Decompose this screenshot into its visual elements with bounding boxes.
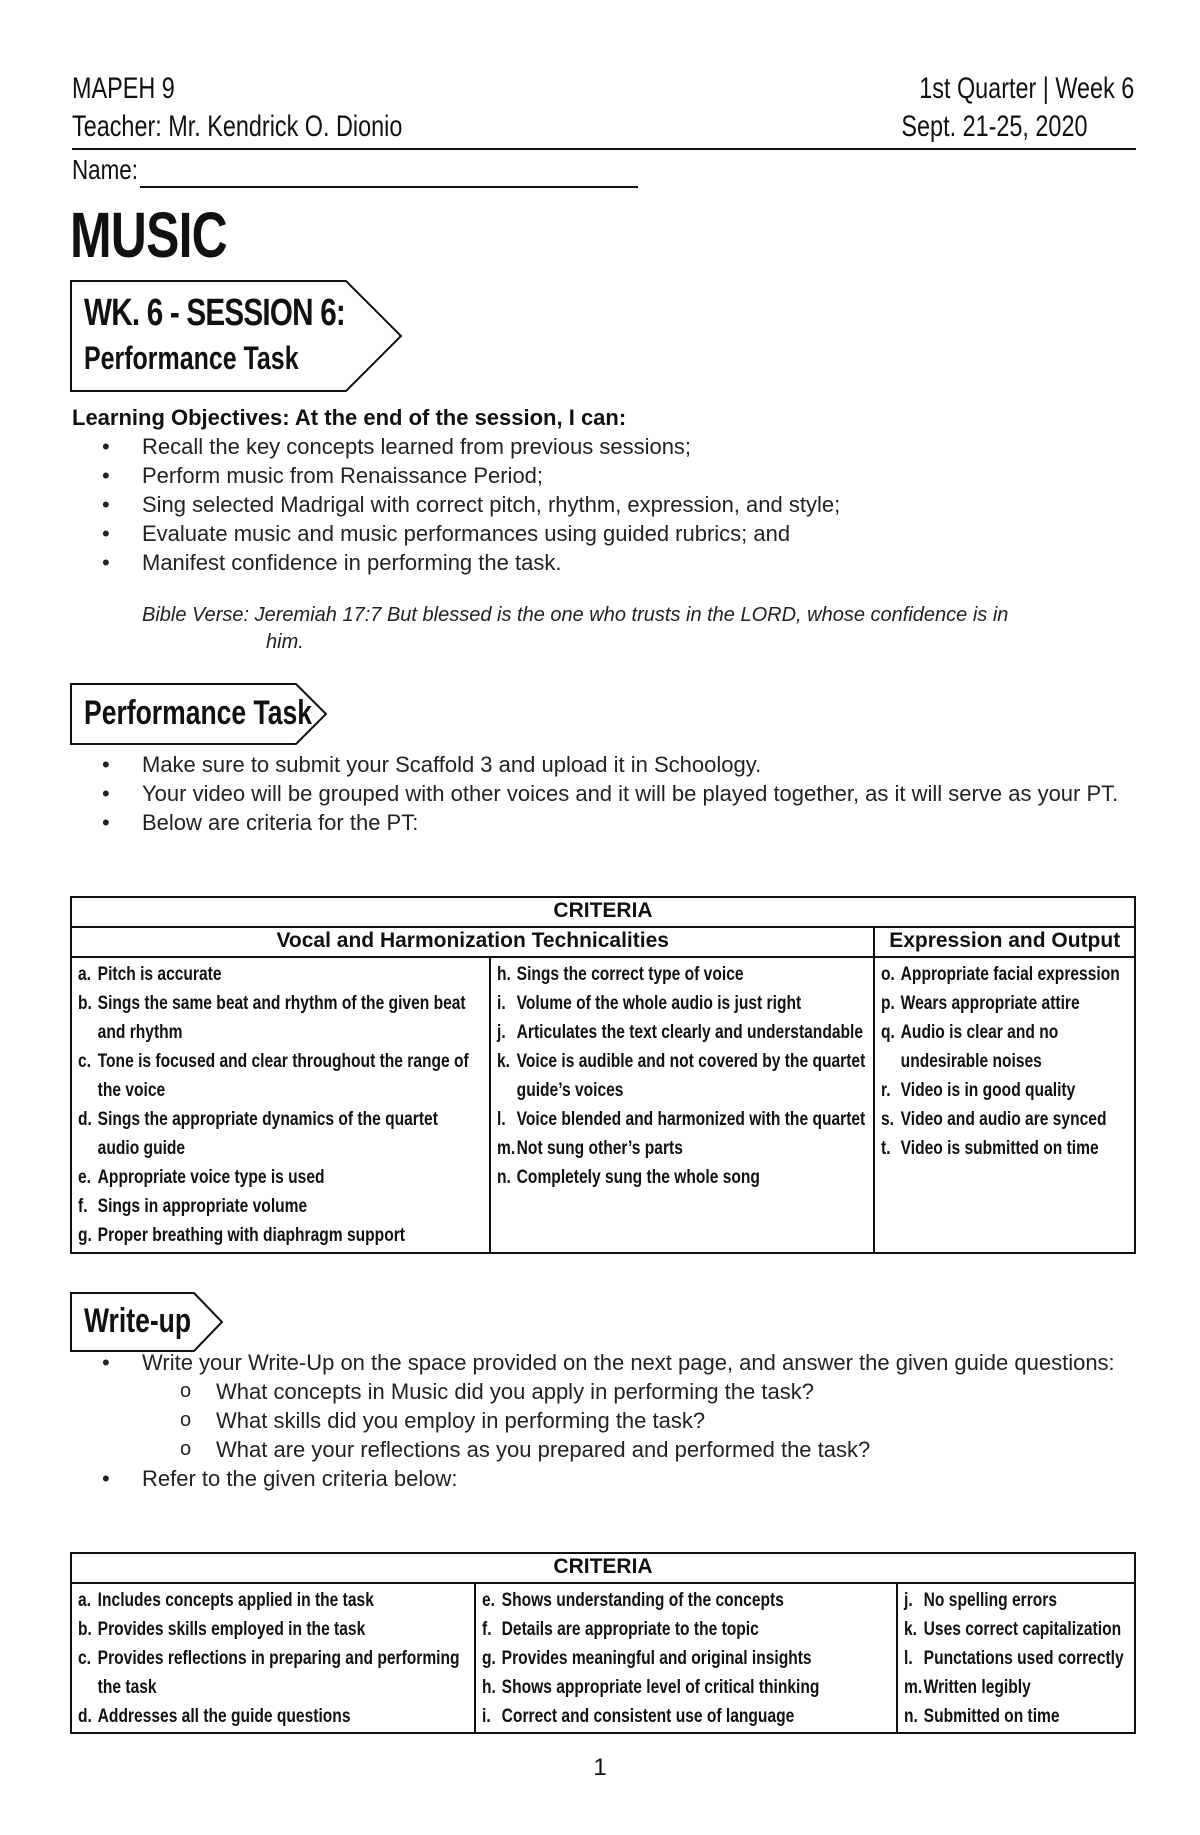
header-divider <box>72 148 1136 150</box>
page-title: MUSIC <box>70 199 227 271</box>
list-item: • Make sure to submit your Scaffold 3 and upload it in Schoology. <box>72 750 1142 779</box>
criteria-item: i. Volume of the whole audio is just right <box>497 993 802 1014</box>
pt-criteria-table <box>70 896 1136 1254</box>
pt-col-3 <box>874 957 1135 1253</box>
criteria-item: m. Written legibly <box>904 1677 1031 1698</box>
criteria-item: c. Tone is focused and clear throughout the range of the voice <box>78 1051 469 1101</box>
criteria-item: a. Includes concepts applied in the task <box>78 1590 374 1611</box>
criteria-item: p. Wears appropriate attire <box>881 993 1081 1014</box>
criteria-item: g. Proper breathing with diaphragm support <box>78 1225 405 1246</box>
list-item: • Evaluate music and music performances using guided rubrics; and <box>72 519 1132 548</box>
criteria-item: d. Addresses all the guide questions <box>78 1706 351 1727</box>
name-field[interactable] <box>140 186 638 188</box>
criteria-item: n. Completely sung the whole song <box>497 1167 761 1188</box>
objectives-list <box>72 432 1132 577</box>
wu-col-1 <box>71 1583 475 1733</box>
quarter-week-label: 1st Quarter | Week 6 <box>919 72 1135 105</box>
page-number: 1 <box>593 1754 607 1781</box>
bible-verse-line2: him. <box>266 631 304 653</box>
list-item: • Your video will be grouped with other voices and it will be played together, as it will serve as your PT. <box>72 779 1142 808</box>
bible-verse-line1: Bible Verse: Jeremiah 17:7 But blessed is the one who trusts in the LORD, whose confidence is in <box>142 604 1009 626</box>
criteria-item: r. Video is in good quality <box>881 1080 1076 1101</box>
pt-col-2 <box>490 957 874 1253</box>
write-up-list <box>72 1348 1142 1493</box>
criteria-item: b. Sings the same beat and rhythm of the given beat and rhythm <box>78 993 466 1043</box>
list-item: • Write your Write-Up on the space provided on the next page, and answer the given guide questions: o What concepts in Music did you apply in performing the task? o What skills did you employ in performing the task? o What are your reflections as you prepared and performed the task? <box>72 1348 1142 1464</box>
criteria-item: k. Uses correct capitalization <box>904 1619 1122 1640</box>
header-row-2 <box>72 108 1134 146</box>
criteria-item: j. No spelling errors <box>904 1590 1058 1611</box>
session-tag-line1: WK. 6 - SESSION 6: <box>84 292 346 334</box>
pt-col-head-expression: Expression and Output <box>874 927 1135 957</box>
criteria-item: q. Audio is clear and no undesirable noises <box>881 1022 1059 1072</box>
subject-label: MAPEH 9 <box>72 72 175 105</box>
criteria-item: f. Details are appropriate to the topic <box>482 1619 759 1640</box>
performance-task-instructions <box>72 750 1142 837</box>
criteria-item: l. Punctations used correctly <box>904 1648 1124 1669</box>
list-item: • Manifest confidence in performing the task. <box>72 548 1132 577</box>
dates-label: Sept. 21-25, 2020 <box>901 110 1088 143</box>
objectives-heading: Learning Objectives: At the end of the session, I can: <box>72 405 627 430</box>
criteria-item: s. Video and audio are synced <box>881 1109 1107 1130</box>
criteria-item: i. Correct and consistent use of language <box>482 1706 795 1727</box>
list-item: o What are your reflections as you prepared and performed the task? <box>72 1435 1142 1464</box>
pt-col-head-vocal: Vocal and Harmonization Technicalities <box>71 927 874 957</box>
criteria-item: e. Shows understanding of the concepts <box>482 1590 784 1611</box>
list-item: o What concepts in Music did you apply in performing the task? <box>72 1377 1142 1406</box>
list-item: • Sing selected Madrigal with correct pitch, rhythm, expression, and style; <box>72 490 1132 519</box>
criteria-item: t. Video is submitted on time <box>881 1138 1100 1159</box>
pt-criteria-title: CRITERIA <box>71 897 1135 927</box>
performance-task-tag <box>70 683 328 745</box>
criteria-item: k. Voice is audible and not covered by the quartet guide’s voices <box>497 1051 866 1101</box>
header-row-1 <box>72 70 1134 108</box>
list-item: • Refer to the given criteria below: <box>72 1464 1142 1493</box>
criteria-item: d. Sings the appropriate dynamics of the quartet audio guide <box>78 1109 438 1159</box>
write-up-tag <box>70 1292 224 1352</box>
session-tag-line2: Performance Task <box>84 340 299 376</box>
name-row <box>72 152 154 188</box>
page-header <box>72 70 1136 146</box>
criteria-item: g. Provides meaningful and original insights <box>482 1648 812 1669</box>
list-item: • Below are criteria for the PT: <box>72 808 1142 837</box>
teacher-label: Teacher: Mr. Kendrick O. Dionio <box>72 110 403 143</box>
criteria-item: h. Sings the correct type of voice <box>497 964 744 985</box>
criteria-item: c. Provides reflections in preparing and performing the task <box>78 1648 460 1698</box>
wu-criteria-table <box>70 1552 1136 1734</box>
name-label: Name: <box>72 154 138 185</box>
criteria-item: j. Articulates the text clearly and understandable <box>497 1022 864 1043</box>
performance-task-tag-label: Performance Task <box>84 694 312 732</box>
criteria-item: o. Appropriate facial expression <box>881 964 1121 985</box>
list-item: • Perform music from Renaissance Period; <box>72 461 1132 490</box>
write-up-instructions <box>72 1348 1142 1493</box>
criteria-item: h. Shows appropriate level of critical thinking <box>482 1677 820 1698</box>
learning-objectives <box>72 404 1132 577</box>
session-tag <box>70 280 404 392</box>
write-up-tag-label: Write-up <box>84 1302 192 1340</box>
criteria-item: b. Provides skills employed in the task <box>78 1619 366 1640</box>
wu-col-2 <box>475 1583 897 1733</box>
criteria-item: a. Pitch is accurate <box>78 964 222 985</box>
criteria-item: l. Voice blended and harmonized with the quartet <box>497 1109 866 1130</box>
pt-col-1 <box>71 957 490 1253</box>
list-item: o What skills did you employ in performing the task? <box>72 1406 1142 1435</box>
pt-list <box>72 750 1142 837</box>
wu-criteria-title: CRITERIA <box>71 1553 1135 1583</box>
bible-verse <box>142 602 1142 656</box>
guide-questions <box>72 1377 1142 1464</box>
criteria-item: m. Not sung other’s parts <box>497 1138 683 1159</box>
criteria-item: f. Sings in appropriate volume <box>78 1196 308 1217</box>
criteria-item: n. Submitted on time <box>904 1706 1060 1727</box>
wu-col-3 <box>897 1583 1135 1733</box>
list-item: • Recall the key concepts learned from previous sessions; <box>72 432 1132 461</box>
criteria-item: e. Appropriate voice type is used <box>78 1167 325 1188</box>
